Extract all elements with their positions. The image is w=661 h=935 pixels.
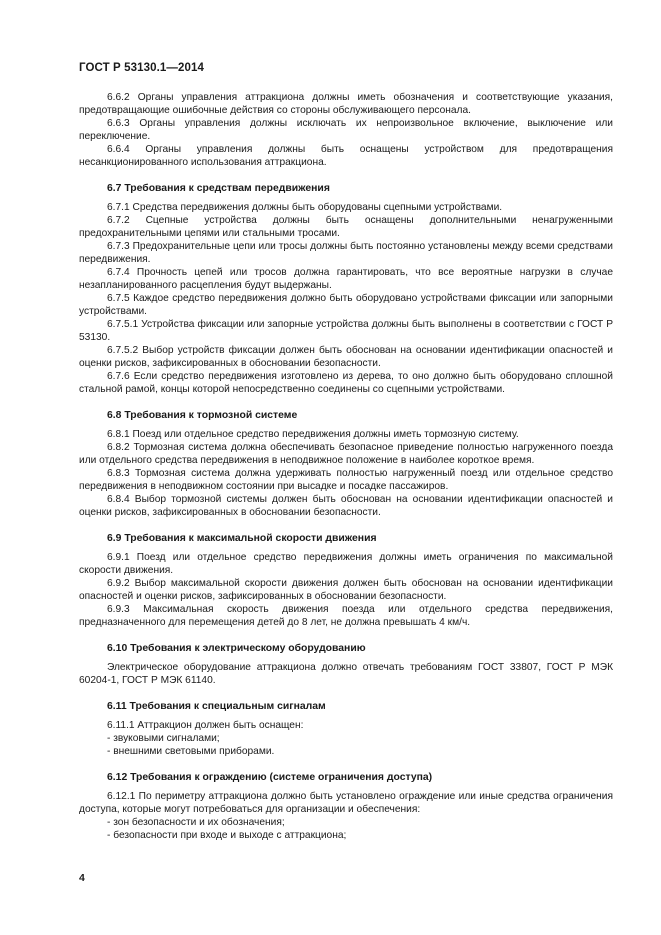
paragraph-6-7-5-1: 6.7.5.1 Устройства фиксации или запорные устройства должны быть выполнены в соответствии с ГОСТ Р 53130. (79, 319, 613, 343)
section-heading-6-11: 6.11 Требования к специальным сигналам (107, 701, 326, 712)
paragraph-6-9-1: 6.9.1 Поезд или отдельное средство передвижения должны иметь ограничения по максимальной скорости движения. (79, 552, 613, 576)
paragraph-6-12-1: 6.12.1 По периметру аттракциона должно быть установлено ограждение или иные средства ограничения доступа, которые могут потребоваться для организации и обеспечения: (79, 791, 613, 815)
section-heading-6-9: 6.9 Требования к максимальной скорости движения (107, 533, 377, 544)
list-item: - звуковыми сигналами; (107, 733, 220, 744)
paragraph-6-11-1: 6.11.1 Аттракцион должен быть оснащен: (107, 720, 304, 731)
paragraph-6-7-1: 6.7.1 Средства передвижения должны быть оборудованы сцепными устройствами. (107, 202, 503, 213)
paragraph-6-9-2: 6.9.2 Выбор максимальной скорости движения должен быть обоснован на основании идентификации опасностей и оценки рисков, зафиксированных в обосновании безопасности. (79, 578, 613, 602)
document-header: ГОСТ Р 53130.1—2014 (79, 62, 204, 74)
list-item: - зон безопасности и их обозначения; (107, 817, 285, 828)
paragraph-6-6-3: 6.6.3 Органы управления должны исключать их непроизвольное включение, выключение или переключение. (79, 118, 613, 142)
section-heading-6-7: 6.7 Требования к средствам передвижения (107, 183, 330, 194)
paragraph-6-7-5-2: 6.7.5.2 Выбор устройств фиксации должен быть обоснован на основании идентификации опасностей и оценки рисков, зафиксированных в обосновании безопасности. (79, 345, 613, 369)
paragraph-6-7-6: 6.7.6 Если средство передвижения изготовлено из дерева, то оно должно быть оборудовано сплошной стальной рамой, концы которой непосредственно соединены со сцепными устройствами. (79, 371, 613, 395)
paragraph-6-9-3: 6.9.3 Максимальная скорость движения поезда или отдельного средства передвижения, предназначенного для перемещения детей до 8 лет, не должна превышать 4 км/ч. (79, 604, 613, 628)
paragraph-6-8-2: 6.8.2 Тормозная система должна обеспечивать безопасное приведение полностью нагруженного поезда или отдельного средства передвижения в неподвижное положение в наиболее короткое время. (79, 442, 613, 466)
paragraph-6-7-2: 6.7.2 Сцепные устройства должны быть оснащены дополнительными ненагруженными предохранительными цепями или стальными тросами. (79, 215, 613, 239)
page-number: 4 (79, 872, 85, 884)
document-body (79, 91, 613, 842)
paragraph-6-8-3: 6.8.3 Тормозная система должна удерживать полностью нагруженный поезд или отдельное средство передвижения в неподвижном состоянии при высадке и посадке пассажиров. (79, 468, 613, 492)
paragraph-6-10: Электрическое оборудование аттракциона должно отвечать требованиям ГОСТ 33807, ГОСТ Р МЭК 60204-1, ГОСТ Р МЭК 61140. (79, 662, 613, 686)
paragraph-6-7-3: 6.7.3 Предохранительные цепи или тросы должны быть постоянно установлены между всеми средствами передвижения. (79, 241, 613, 265)
list-item: - внешними световыми приборами. (107, 746, 275, 757)
paragraph-6-7-5: 6.7.5 Каждое средство передвижения должно быть оборудовано устройствами фиксации или запорными устройствами. (79, 293, 613, 317)
paragraph-6-6-2: 6.6.2 Органы управления аттракциона должны иметь обозначения и соответствующие указания, предотвращающие ошибочные действия со стороны обслуживающего персонала. (79, 92, 613, 116)
section-heading-6-12: 6.12 Требования к ограждению (системе ограничения доступа) (107, 772, 433, 783)
paragraph-6-8-1: 6.8.1 Поезд или отдельное средство передвижения должны иметь тормозную систему. (107, 429, 519, 440)
paragraph-6-6-4: 6.6.4 Органы управления должны быть оснащены устройством для предотвращения несанкционированного использования аттракциона. (79, 144, 613, 168)
paragraph-6-7-4: 6.7.4 Прочность цепей или тросов должна гарантировать, что все вероятные нагрузки в случае незапланированного расцепления будут выдержаны. (79, 267, 613, 291)
paragraph-6-8-4: 6.8.4 Выбор тормозной системы должен быть обоснован на основании идентификации опасностей и оценки рисков, зафиксированных в обосновании безопасности. (79, 494, 613, 518)
list-item: - безопасности при входе и выходе с аттракциона; (107, 830, 347, 841)
section-heading-6-8: 6.8 Требования к тормозной системе (107, 410, 298, 421)
section-heading-6-10: 6.10 Требования к электрическому оборудованию (107, 643, 366, 654)
